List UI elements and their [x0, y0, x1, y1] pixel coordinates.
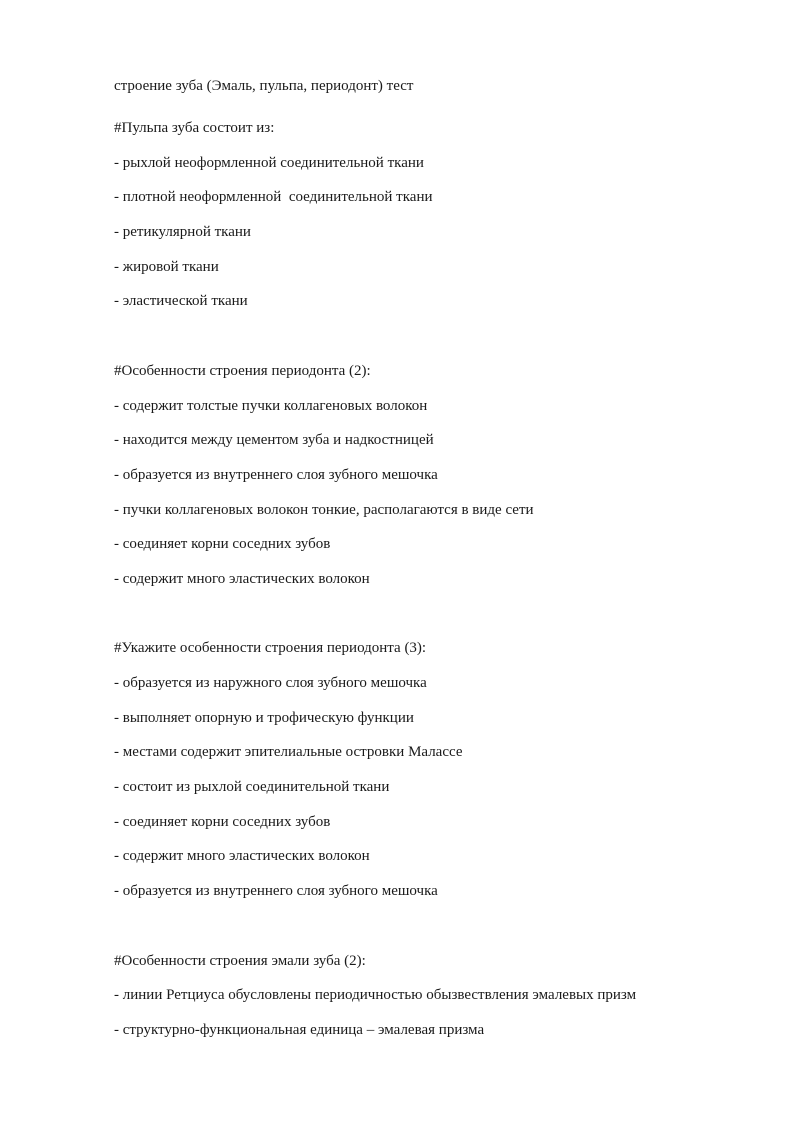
answer-option: - структурно-функциональная единица – эмалевая призма [114, 1021, 485, 1038]
answer-option: - содержит много эластических волокон [114, 848, 370, 865]
question-text: #Пульпа зуба состоит из: [114, 120, 275, 136]
question-block-4 [114, 947, 754, 1051]
paragraph-spacer [114, 912, 754, 947]
answer-option: - состоит из рыхлой соединительной ткани [114, 779, 390, 796]
document-page [114, 72, 754, 1051]
answer-option: - выполняет опорную и трофическую функции [114, 709, 414, 726]
question-text: #Особенности строения периодонта (2): [114, 362, 371, 379]
paragraph-spacer [114, 600, 754, 635]
answer-option: - находится между цементом зуба и надкостницей [114, 432, 434, 449]
answer-option: - плотной неоформленной соединительной ткани [114, 189, 433, 206]
answer-option: - пучки коллагеновых волокон тонкие, располагаются в виде сети [114, 501, 534, 518]
document-title: строение зуба (Эмаль, пульпа, периодонт) тест [114, 78, 414, 94]
paragraph-spacer [114, 322, 754, 357]
answer-option: - образуется из внутреннего слоя зубного мешочка [114, 466, 438, 483]
question-block-1 [114, 114, 754, 322]
answer-option: - местами содержит эпителиальные островки Малассе [114, 744, 463, 761]
answer-option: - ретикулярной ткани [114, 224, 251, 241]
question-text: #Особенности строения эмали зуба (2): [114, 952, 366, 969]
answer-option: - рыхлой неоформленной соединительной ткани [114, 154, 424, 171]
answer-option: - соединяет корни соседних зубов [114, 536, 331, 553]
question-block-2 [114, 357, 754, 600]
answer-option: - соединяет корни соседних зубов [114, 813, 331, 830]
question-text: #Укажите особенности строения периодонта (3): [114, 640, 427, 657]
answer-option: - образуется из наружного слоя зубного мешочка [114, 675, 427, 691]
answer-option: - образуется из внутреннего слоя зубного мешочка [114, 883, 438, 900]
question-block-3 [114, 634, 754, 912]
answer-option: - жировой ткани [114, 258, 219, 275]
answer-option: - содержит много эластических волокон [114, 570, 370, 587]
answer-option: - эластической ткани [114, 293, 248, 310]
answer-option: - линии Ретциуса обусловлены периодичностью обызвествления эмалевых призм [114, 987, 637, 1004]
answer-option: - содержит толстые пучки коллагеновых волокон [114, 397, 428, 414]
